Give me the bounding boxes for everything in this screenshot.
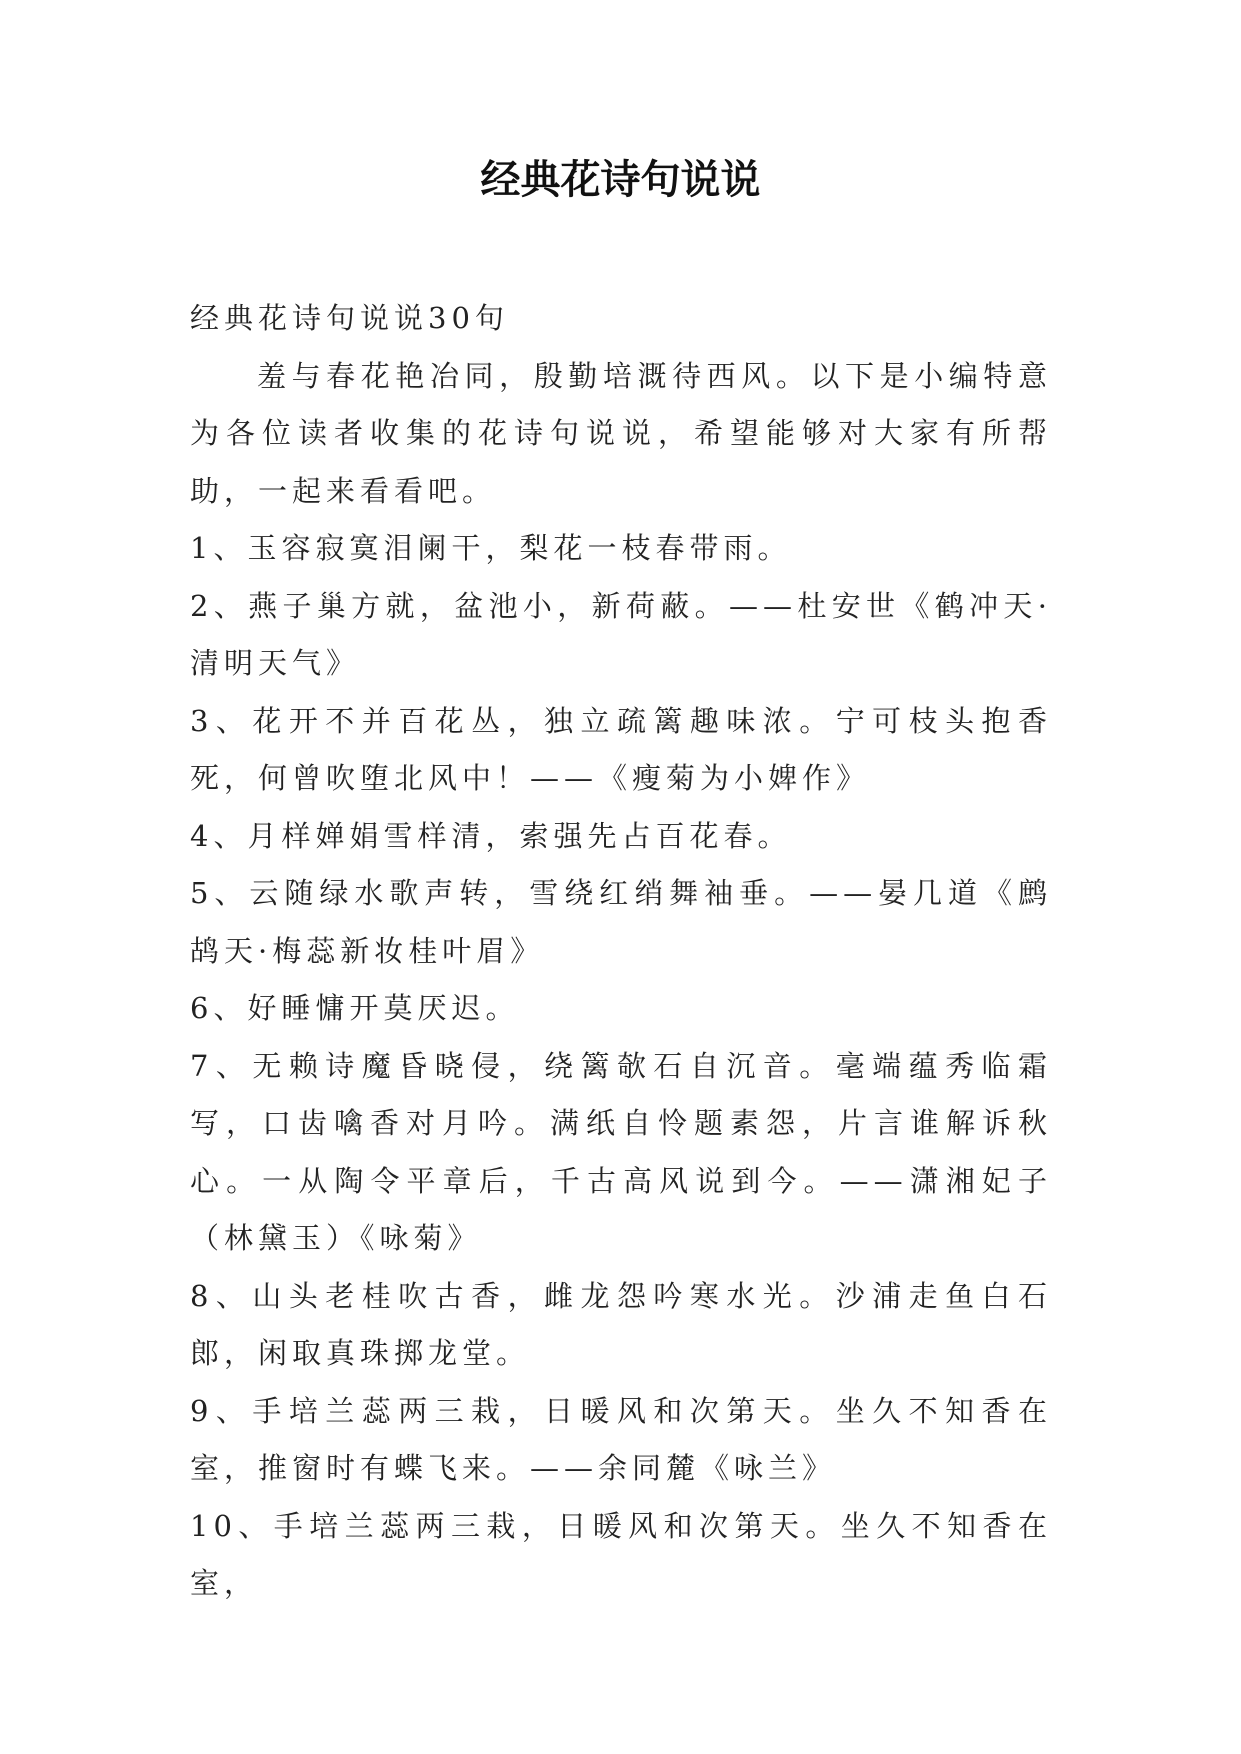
document-subtitle: 经典花诗句说说30句 (190, 301, 509, 335)
poem-item-6: 6、好睡慵开莫厌迟。 (190, 991, 520, 1025)
poem-item-8: 8、山头老桂吹古香，雌龙怨吟寒水光。沙浦走鱼白石郎，闲取真珠掷龙堂。 (190, 1278, 1052, 1370)
poem-item-7: 7、无赖诗魔昏晓侵，绕篱欹石自沉音。毫端蕴秀临霜写，口齿噙香对月吟。满纸自怜题素怨，片言谁解诉秋心。一从陶令平章后，千古高风说到今。——潇湘妃子（林黛玉）《咏菊》 (190, 1048, 1052, 1255)
poem-item-3: 3、花开不并百花丛，独立疏篱趣味浓。宁可枝头抱香死，何曾吹堕北风中！——《瘦菊为小婢作》 (190, 703, 1052, 795)
poem-item-2: 2、燕子巢方就，盆池小，新荷蔽。——杜安世《鹤冲天·清明天气》 (190, 588, 1052, 680)
poem-item-9: 9、手培兰蕊两三栽，日暖风和次第天。坐久不知香在室，推窗时有蝶飞来。——余同麓《咏兰》 (190, 1393, 1052, 1485)
poem-item-1: 1、玉容寂寞泪阑干，梨花一枝春带雨。 (190, 531, 792, 565)
document-body (190, 290, 1052, 1613)
poem-item-5: 5、云随绿水歌声转，雪绕红绡舞袖垂。——晏几道《鹧鸪天·梅蕊新妆桂叶眉》 (190, 876, 1052, 968)
poem-item-4: 4、月样婵娟雪样清，索强先占百花春。 (190, 818, 792, 853)
intro-paragraph: 羞与春花艳冶同，殷勤培溉待西风。以下是小编特意为各位读者收集的花诗句说说，希望能够对大家有所帮助，一起来看看吧。 (190, 358, 1052, 508)
document-title: 经典花诗句说说 (480, 157, 761, 203)
poem-item-10: 10、手培兰蕊两三栽，日暖风和次第天。坐久不知香在室， (190, 1508, 1052, 1600)
